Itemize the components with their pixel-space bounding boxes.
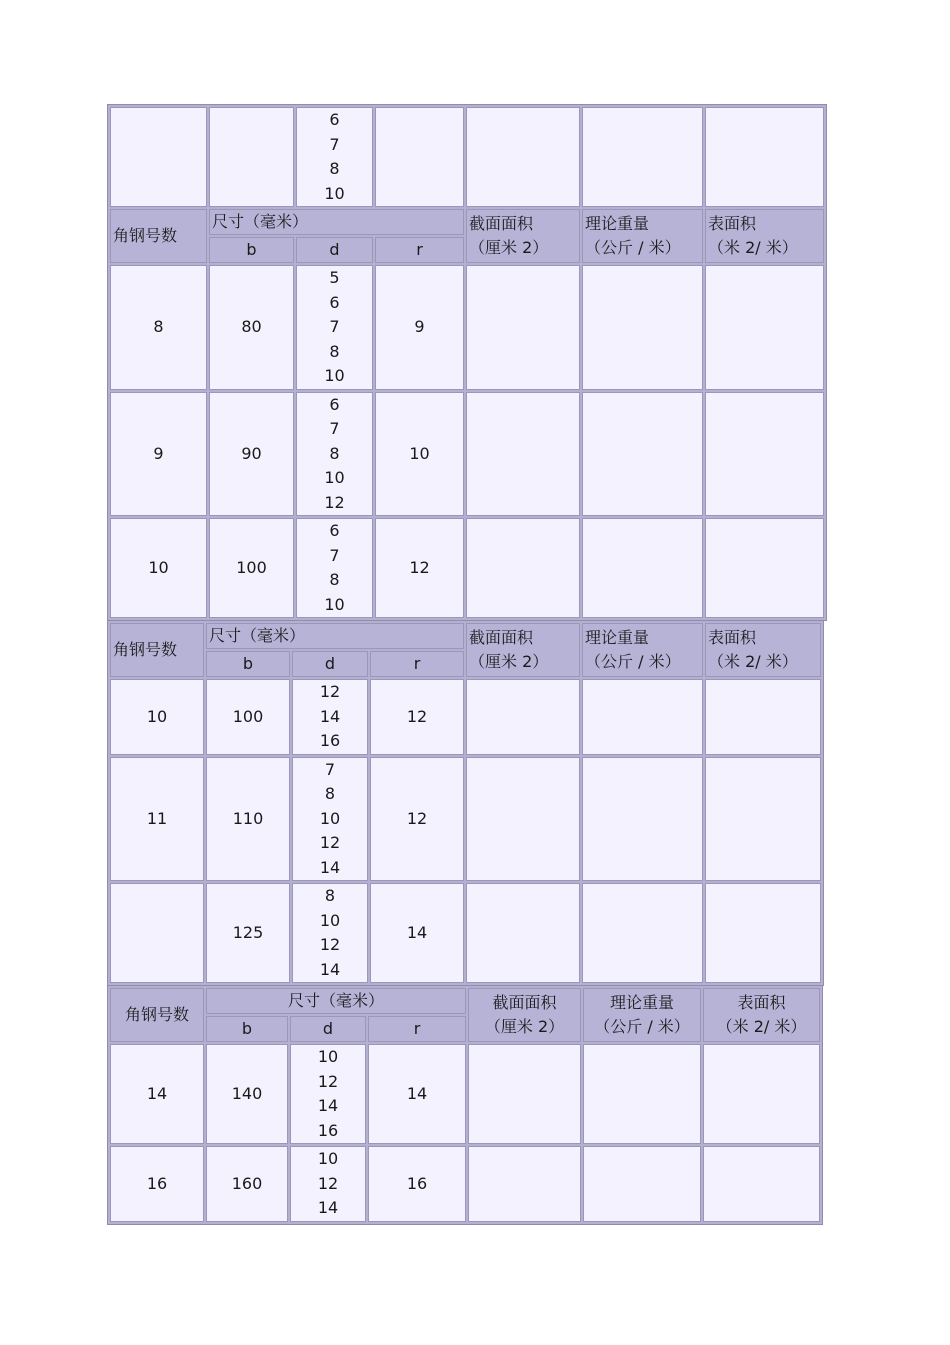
r-cell: 14 bbox=[370, 883, 464, 983]
header-b: b bbox=[206, 1016, 288, 1042]
area-cell bbox=[466, 392, 580, 517]
header-b: b bbox=[209, 237, 294, 263]
table-section-3 bbox=[107, 985, 823, 1225]
area-cell bbox=[468, 1044, 581, 1144]
area-cell bbox=[466, 265, 580, 390]
weight-cell bbox=[582, 518, 703, 618]
table-row bbox=[110, 1146, 820, 1222]
b-cell: 100 bbox=[209, 518, 294, 618]
d-value: 12 bbox=[317, 1173, 339, 1193]
r-cell: 9 bbox=[375, 265, 464, 390]
surface-cell bbox=[705, 883, 821, 983]
table-row bbox=[110, 265, 824, 390]
d-value: 8 bbox=[329, 570, 340, 589]
table-section-2 bbox=[107, 620, 824, 986]
d-value: 14 bbox=[317, 1096, 339, 1115]
header-area-unit: （厘米 2） bbox=[484, 1017, 565, 1036]
no-cell: 10 bbox=[110, 679, 204, 755]
d-value: 10 bbox=[324, 183, 345, 203]
surface-cell bbox=[705, 757, 821, 882]
header-no: 角钢号数 bbox=[110, 623, 204, 677]
d-cell bbox=[296, 392, 373, 517]
weight-cell bbox=[583, 1146, 701, 1222]
r-cell: 12 bbox=[375, 518, 464, 618]
b-cell: 160 bbox=[206, 1146, 288, 1222]
header-row bbox=[110, 988, 820, 1014]
weight-cell bbox=[582, 265, 703, 390]
header-b: b bbox=[206, 651, 290, 677]
header-r: r bbox=[368, 1016, 466, 1042]
no-cell: 10 bbox=[110, 518, 207, 618]
header-area-title: 截面面积 bbox=[469, 214, 534, 233]
weight-cell bbox=[582, 392, 703, 517]
table-section-1 bbox=[107, 104, 827, 621]
d-cell bbox=[292, 883, 368, 983]
d-value: 6 bbox=[329, 394, 340, 414]
d-cell bbox=[296, 107, 373, 207]
header-surface-unit: （米 2/ 米） bbox=[708, 238, 798, 257]
d-value: 16 bbox=[319, 731, 341, 750]
angle-steel-table bbox=[107, 104, 823, 1225]
b-cell: 100 bbox=[206, 679, 290, 755]
d-value: 7 bbox=[324, 759, 336, 779]
surface-cell bbox=[705, 679, 821, 755]
header-weight-unit: （公斤 / 米） bbox=[585, 238, 681, 257]
header-r: r bbox=[375, 237, 464, 263]
d-value: 5 bbox=[329, 268, 340, 287]
d-value: 10 bbox=[319, 808, 341, 828]
area-cell bbox=[466, 883, 580, 983]
b-cell: 80 bbox=[209, 265, 294, 390]
no-cell bbox=[110, 107, 207, 207]
header-area bbox=[468, 988, 581, 1042]
d-value: 14 bbox=[317, 1198, 339, 1217]
r-cell: 16 bbox=[368, 1146, 466, 1222]
d-value: 8 bbox=[324, 784, 336, 803]
d-value: 8 bbox=[324, 886, 336, 905]
header-d: d bbox=[292, 651, 368, 677]
b-cell: 125 bbox=[206, 883, 290, 983]
header-surface-title: 表面积 bbox=[708, 214, 757, 233]
surface-cell bbox=[703, 1146, 820, 1222]
table-row bbox=[110, 1044, 820, 1144]
header-size: 尺寸（毫米） bbox=[209, 209, 464, 235]
d-value: 10 bbox=[319, 910, 341, 930]
area-cell bbox=[466, 518, 580, 618]
no-cell: 9 bbox=[110, 392, 207, 517]
d-value: 7 bbox=[329, 545, 340, 565]
header-weight bbox=[583, 988, 701, 1042]
header-surface bbox=[703, 988, 820, 1042]
r-cell: 12 bbox=[370, 757, 464, 882]
d-value: 8 bbox=[329, 159, 340, 178]
weight-cell bbox=[582, 757, 703, 882]
d-cell bbox=[290, 1044, 366, 1144]
header-weight-unit: （公斤 / 米） bbox=[585, 652, 681, 671]
no-cell: 16 bbox=[110, 1146, 204, 1222]
area-cell bbox=[466, 757, 580, 882]
header-row bbox=[110, 209, 824, 235]
header-no: 角钢号数 bbox=[110, 209, 207, 263]
area-cell bbox=[466, 679, 580, 755]
area-cell bbox=[466, 107, 580, 207]
surface-cell bbox=[705, 518, 824, 618]
d-value: 7 bbox=[329, 419, 340, 438]
surface-cell bbox=[705, 265, 824, 390]
header-size: 尺寸（毫米） bbox=[206, 623, 464, 649]
surface-cell bbox=[705, 107, 824, 207]
d-value: 14 bbox=[319, 959, 341, 979]
header-weight-title: 理论重量 bbox=[585, 214, 650, 233]
d-value: 10 bbox=[317, 1047, 339, 1066]
area-cell bbox=[468, 1146, 581, 1222]
d-cell bbox=[290, 1146, 366, 1222]
d-value: 12 bbox=[319, 833, 341, 852]
table-row bbox=[110, 679, 821, 755]
header-area-title: 截面面积 bbox=[492, 993, 557, 1012]
weight-cell bbox=[582, 107, 703, 207]
d-value: 6 bbox=[329, 110, 340, 129]
d-value: 7 bbox=[329, 317, 340, 336]
header-surface bbox=[705, 209, 824, 263]
weight-cell bbox=[582, 883, 703, 983]
header-surface-title: 表面积 bbox=[737, 993, 786, 1012]
d-cell bbox=[296, 265, 373, 390]
d-value: 12 bbox=[319, 682, 341, 701]
header-d: d bbox=[296, 237, 373, 263]
header-area-title: 截面面积 bbox=[469, 628, 534, 647]
d-value: 6 bbox=[329, 521, 340, 540]
r-cell: 12 bbox=[370, 679, 464, 755]
d-value: 10 bbox=[324, 366, 345, 385]
d-cell bbox=[296, 518, 373, 618]
table-row bbox=[110, 518, 824, 618]
header-size: 尺寸（毫米） bbox=[206, 988, 466, 1014]
surface-cell bbox=[703, 1044, 820, 1144]
header-area bbox=[466, 209, 580, 263]
d-value: 10 bbox=[324, 594, 345, 614]
table-row bbox=[110, 392, 824, 517]
d-cell bbox=[292, 679, 368, 755]
surface-cell bbox=[705, 392, 824, 517]
header-surface-unit: （米 2/ 米） bbox=[708, 652, 798, 671]
no-cell: 8 bbox=[110, 265, 207, 390]
header-weight-title: 理论重量 bbox=[610, 993, 675, 1012]
d-value: 12 bbox=[324, 492, 345, 512]
weight-cell bbox=[583, 1044, 701, 1144]
d-value: 7 bbox=[329, 134, 340, 154]
header-no: 角钢号数 bbox=[110, 988, 204, 1042]
no-cell: 14 bbox=[110, 1044, 204, 1144]
header-row bbox=[110, 623, 821, 649]
d-value: 8 bbox=[329, 341, 340, 361]
weight-cell bbox=[582, 679, 703, 755]
d-value: 12 bbox=[319, 935, 341, 954]
header-weight-title: 理论重量 bbox=[585, 628, 650, 647]
d-value: 10 bbox=[317, 1149, 339, 1168]
b-cell bbox=[209, 107, 294, 207]
table-row bbox=[110, 107, 824, 207]
table-row bbox=[110, 883, 821, 983]
header-d: d bbox=[290, 1016, 366, 1042]
r-cell: 14 bbox=[368, 1044, 466, 1144]
header-surface-title: 表面积 bbox=[708, 628, 757, 647]
header-r: r bbox=[370, 651, 464, 677]
d-value: 14 bbox=[319, 857, 341, 877]
d-value: 10 bbox=[324, 468, 345, 487]
header-weight-unit: （公斤 / 米） bbox=[594, 1017, 690, 1036]
r-cell bbox=[375, 107, 464, 207]
d-value: 12 bbox=[317, 1071, 339, 1091]
r-cell: 10 bbox=[375, 392, 464, 517]
no-cell bbox=[110, 883, 204, 983]
table-row bbox=[110, 757, 821, 882]
header-area-unit: （厘米 2） bbox=[469, 238, 549, 257]
d-cell bbox=[292, 757, 368, 882]
b-cell: 90 bbox=[209, 392, 294, 517]
header-surface-unit: （米 2/ 米） bbox=[716, 1017, 807, 1036]
header-weight bbox=[582, 209, 703, 263]
d-value: 8 bbox=[329, 443, 340, 463]
d-value: 14 bbox=[319, 706, 341, 726]
b-cell: 140 bbox=[206, 1044, 288, 1144]
b-cell: 110 bbox=[206, 757, 290, 882]
header-surface bbox=[705, 623, 821, 677]
header-area-unit: （厘米 2） bbox=[469, 652, 549, 671]
d-value: 6 bbox=[329, 292, 340, 312]
header-weight bbox=[582, 623, 703, 677]
header-area bbox=[466, 623, 580, 677]
no-cell: 11 bbox=[110, 757, 204, 882]
d-value: 16 bbox=[317, 1120, 339, 1140]
